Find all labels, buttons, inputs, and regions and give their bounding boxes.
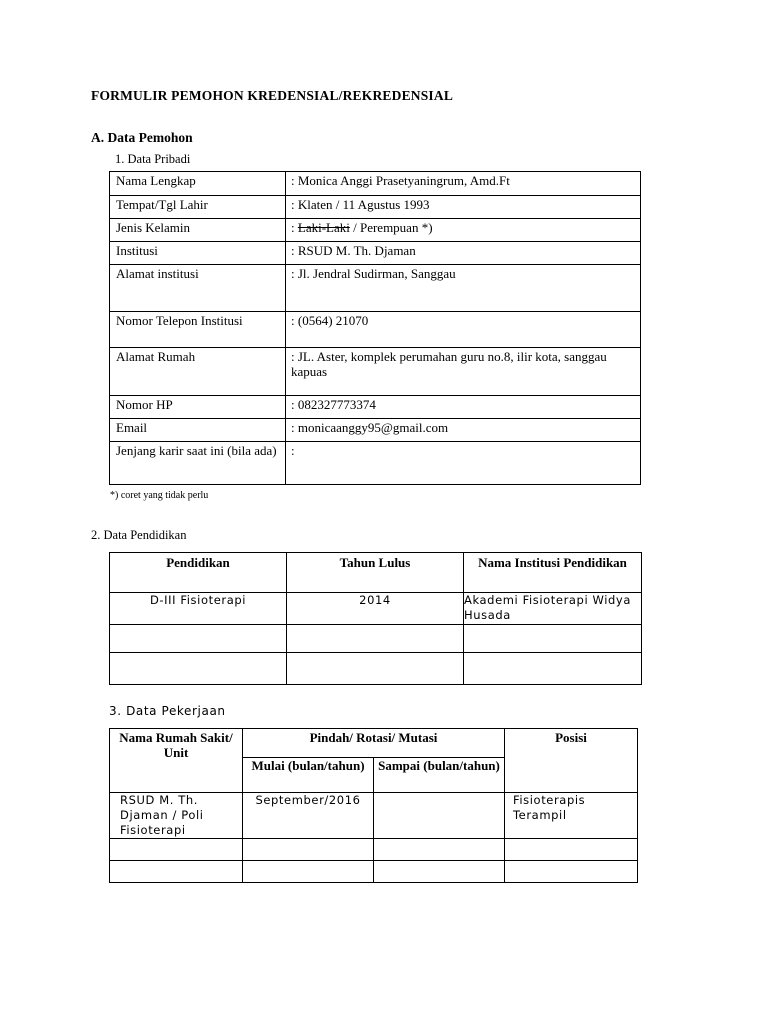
field-label: Nama Lengkap [110, 172, 286, 196]
field-label: Email [110, 419, 286, 442]
table-cell [505, 861, 638, 883]
strike-note: *) coret yang tidak perlu [110, 490, 209, 501]
table-cell [464, 625, 642, 653]
table-row [110, 396, 641, 419]
table-cell [287, 653, 464, 685]
column-header-start: Mulai (bulan/tahun) [243, 758, 374, 793]
field-value: : 082327773374 [286, 396, 641, 419]
table-row [110, 793, 638, 839]
work-heading: 3. Data Pekerjaan [109, 704, 226, 718]
column-header-position: Posisi [505, 729, 638, 793]
column-header-end: Sampai (bulan/tahun) [374, 758, 505, 793]
table-cell [110, 839, 243, 861]
table-row [110, 442, 641, 485]
table-header-row [110, 553, 642, 593]
field-label: Tempat/Tgl Lahir [110, 196, 286, 219]
personal-data-heading: 1. Data Pribadi [115, 152, 191, 166]
field-value: : [286, 442, 641, 485]
table-row [110, 653, 642, 685]
table-cell: Akademi Fisioterapi Widya Husada [464, 593, 642, 625]
field-label: Institusi [110, 242, 286, 265]
table-cell [464, 653, 642, 685]
table-row [110, 419, 641, 442]
table-row [110, 625, 642, 653]
column-header-unit: Nama Rumah Sakit/ Unit [110, 729, 243, 793]
table-row [110, 219, 641, 242]
column-header: Tahun Lulus [287, 553, 464, 593]
field-label: Alamat institusi [110, 265, 286, 312]
gender-struck-option: Laki-Laki [297, 220, 350, 235]
column-header: Nama Institusi Pendidikan [464, 553, 642, 593]
form-title: FORMULIR PEMOHON KREDENSIAL/REKREDENSIAL [91, 88, 454, 103]
table-row [110, 861, 638, 883]
table-cell [110, 625, 287, 653]
table-row [110, 839, 638, 861]
field-value: : Jl. Jendral Sudirman, Sanggau [286, 265, 641, 312]
table-cell [243, 861, 374, 883]
table-cell: RSUD M. Th. Djaman / Poli Fisioterapi [110, 793, 243, 839]
table-cell: Fisioterapis Terampil [505, 793, 638, 839]
field-value: : JL. Aster, komplek perumahan guru no.8, ilir kota, sanggau kapuas [286, 348, 641, 396]
table-cell [287, 625, 464, 653]
table-row [110, 172, 641, 196]
table-cell [243, 839, 374, 861]
work-table [109, 728, 638, 883]
field-label: Jenis Kelamin [110, 219, 286, 242]
column-header-group: Pindah/ Rotasi/ Mutasi [243, 729, 505, 758]
table-row [110, 348, 641, 396]
field-label: Jenjang karir saat ini (bila ada) [110, 442, 286, 485]
table-row [110, 196, 641, 219]
table-row [110, 242, 641, 265]
table-cell [110, 653, 287, 685]
education-table [109, 552, 642, 685]
gender-prefix: : [291, 220, 298, 235]
gender-selected-option: / Perempuan *) [349, 220, 433, 235]
field-label: Nomor HP [110, 396, 286, 419]
table-row [110, 312, 641, 348]
table-cell [374, 793, 505, 839]
personal-data-table [109, 171, 641, 485]
table-row [110, 593, 642, 625]
table-cell [505, 839, 638, 861]
education-heading: 2. Data Pendidikan [91, 528, 187, 542]
field-value [286, 219, 641, 242]
field-label: Nomor Telepon Institusi [110, 312, 286, 348]
field-value: : Klaten / 11 Agustus 1993 [286, 196, 641, 219]
column-header: Pendidikan [110, 553, 287, 593]
table-cell: September/2016 [243, 793, 374, 839]
section-a-heading: A. Data Pemohon [91, 130, 193, 145]
field-label: Alamat Rumah [110, 348, 286, 396]
field-value: : RSUD M. Th. Djaman [286, 242, 641, 265]
table-row [110, 265, 641, 312]
table-cell: D-III Fisioterapi [110, 593, 287, 625]
table-cell [374, 861, 505, 883]
table-cell [374, 839, 505, 861]
field-value: : monicaanggy95@gmail.com [286, 419, 641, 442]
table-cell: 2014 [287, 593, 464, 625]
field-value: : (0564) 21070 [286, 312, 641, 348]
table-cell [110, 861, 243, 883]
field-value: : Monica Anggi Prasetyaningrum, Amd.Ft [286, 172, 641, 196]
table-header-row [110, 729, 638, 758]
